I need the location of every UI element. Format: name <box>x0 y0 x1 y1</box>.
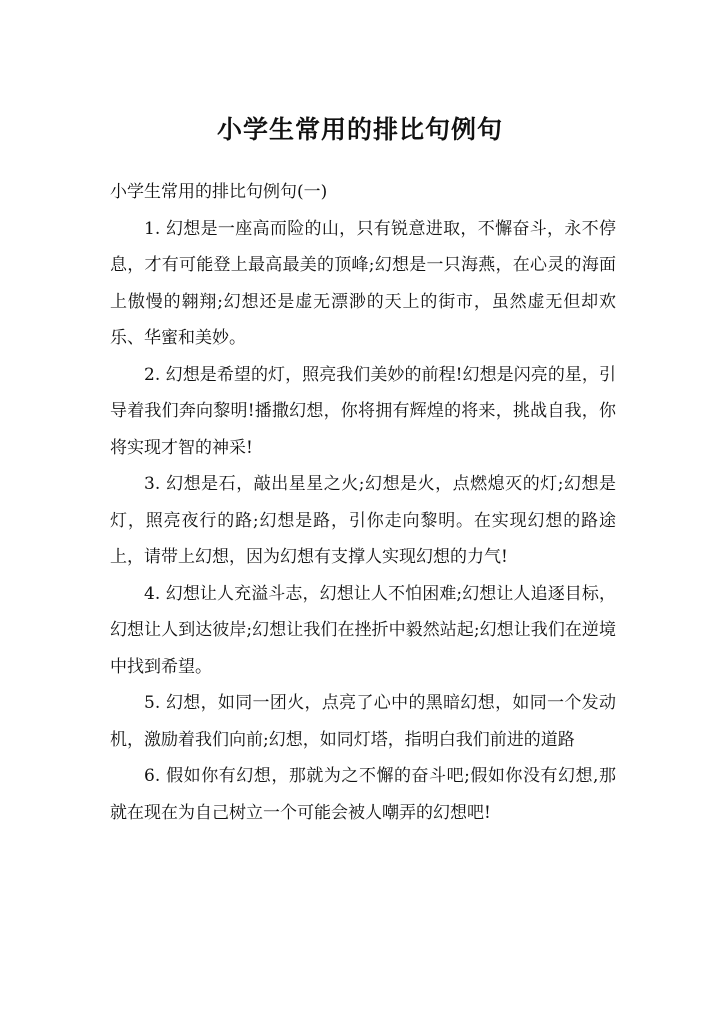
document-body <box>110 174 616 831</box>
paragraph-6: 6. 假如你有幻想，那就为之不懈的奋斗吧;假如你没有幻想,那就在现在为自己树立一个可能会被人嘲弄的幻想吧! <box>110 766 616 823</box>
paragraph-3: 3. 幻想是石，敲出星星之火;幻想是火，点燃熄灭的灯;幻想是灯，照亮夜行的路;幻想是路，引你走向黎明。在实现幻想的路途上，请带上幻想，因为幻想有支撑人实现幻想的力气! <box>110 474 616 567</box>
paragraph-1: 1. 幻想是一座高而险的山，只有锐意进取，不懈奋斗，永不停息，才有可能登上最高最美的顶峰;幻想是一只海燕，在心灵的海面上傲慢的翱翔;幻想还是虚无漂渺的天上的街市，虽然虚无但却欢乐、华蜜和美妙。 <box>110 218 616 348</box>
paragraph-5: 5. 幻想，如同一团火，点亮了心中的黑暗幻想，如同一个发动机，激励着我们向前;幻想，如同灯塔，指明白我们前进的道路 <box>110 693 616 750</box>
paragraph-4: 4. 幻想让人充溢斗志，幻想让人不怕困难;幻想让人追逐目标，幻想让人到达彼岸;幻想让我们在挫折中毅然站起;幻想让我们在逆境中找到希望。 <box>110 583 616 677</box>
section-subheading: 小学生常用的排比句例句(一) <box>110 182 328 202</box>
paragraph-2: 2. 幻想是希望的灯，照亮我们美妙的前程!幻想是闪亮的星，引导着我们奔向黎明!播撒幻想，你将拥有辉煌的将来，挑战自我，你将实现才智的神采! <box>110 364 616 458</box>
document-title: 小学生常用的排比句例句 <box>216 115 503 144</box>
